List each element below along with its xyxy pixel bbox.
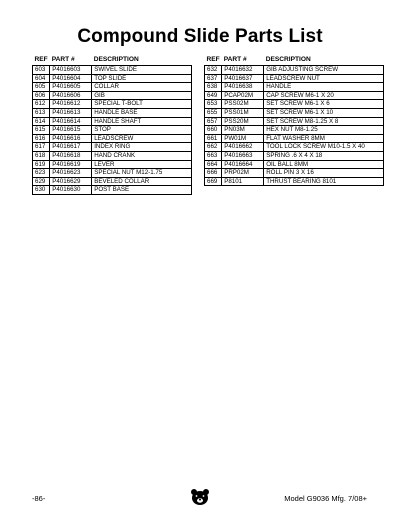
- parts-table-left: [32, 54, 192, 195]
- cell-part-number: PCAP02M: [222, 91, 264, 100]
- header-description: DESCRIPTION: [265, 55, 311, 63]
- cell-part-number: P4016603: [50, 66, 92, 75]
- model-info: Model G9036 Mfg. 7/08+: [284, 494, 367, 503]
- cell-part-number: PN03M: [222, 126, 264, 135]
- page-number: -86-: [32, 494, 46, 503]
- table-header-row: [205, 54, 384, 66]
- cell-description: HANDLE BASE: [92, 108, 192, 117]
- cell-description: LEVER: [92, 160, 192, 169]
- table-row: [205, 134, 384, 143]
- header-part: PART #: [223, 55, 247, 63]
- cell-part-number: P4016663: [222, 151, 264, 160]
- cell-ref: 653: [205, 100, 222, 109]
- cell-description: LEADSCREW: [92, 134, 192, 143]
- table-row: [33, 169, 192, 178]
- table-row: [205, 117, 384, 126]
- header-ref: REF: [34, 55, 48, 63]
- cell-part-number: P4016623: [50, 169, 92, 178]
- table-row: [33, 177, 192, 186]
- cell-part-number: P8101: [222, 177, 264, 186]
- cell-ref: 605: [33, 83, 50, 92]
- cell-description: HANDLE SHAFT: [92, 117, 192, 126]
- cell-description: BEVELED COLLAR: [92, 177, 192, 186]
- cell-description: LEADSCREW NUT: [264, 74, 384, 83]
- cell-part-number: P4016606: [50, 91, 92, 100]
- cell-ref: 660: [205, 126, 222, 135]
- cell-ref: 604: [33, 74, 50, 83]
- cell-ref: 649: [205, 91, 222, 100]
- table-row: [205, 66, 384, 75]
- cell-description: POST BASE: [92, 186, 192, 195]
- cell-ref: 614: [33, 117, 50, 126]
- cell-description: OIL BALL 8MM: [264, 160, 384, 169]
- table-row: [33, 108, 192, 117]
- cell-ref: 637: [205, 74, 222, 83]
- cell-part-number: P4016630: [50, 186, 92, 195]
- table-row: [205, 108, 384, 117]
- cell-part-number: P4016637: [222, 74, 264, 83]
- table-row: [33, 74, 192, 83]
- header-ref: REF: [206, 55, 220, 63]
- cell-part-number: P4016629: [50, 177, 92, 186]
- page-title: Compound Slide Parts List: [77, 26, 323, 47]
- table-row: [205, 151, 384, 160]
- table-header-row: [33, 54, 192, 66]
- cell-description: TOOL LOCK SCREW M10-1.5 X 40: [264, 143, 384, 152]
- cell-ref: 619: [33, 160, 50, 169]
- cell-part-number: P4016613: [50, 108, 92, 117]
- cell-part-number: P4016662: [222, 143, 264, 152]
- cell-ref: 606: [33, 91, 50, 100]
- cell-part-number: PSS02M: [222, 100, 264, 109]
- cell-part-number: P4016616: [50, 134, 92, 143]
- cell-description: GIB: [92, 91, 192, 100]
- cell-part-number: P4016605: [50, 83, 92, 92]
- cell-ref: 623: [33, 169, 50, 178]
- table-row: [205, 100, 384, 109]
- table-row: [205, 169, 384, 178]
- cell-part-number: PSS01M: [222, 108, 264, 117]
- table-row: [205, 177, 384, 186]
- table-row: [33, 143, 192, 152]
- cell-description: SPECIAL T-BOLT: [92, 100, 192, 109]
- cell-ref: 655: [205, 108, 222, 117]
- table-row: [205, 160, 384, 169]
- table-row: [205, 83, 384, 92]
- cell-ref: 617: [33, 143, 50, 152]
- table-row: [33, 186, 192, 195]
- table-row: [33, 117, 192, 126]
- cell-part-number: P4016619: [50, 160, 92, 169]
- cell-description: ROLL PIN 3 X 16: [264, 169, 384, 178]
- cell-description: HAND CRANK: [92, 151, 192, 160]
- cell-description: SPECIAL NUT M12-1.75: [92, 169, 192, 178]
- cell-ref: 638: [205, 83, 222, 92]
- cell-description: STOP: [92, 126, 192, 135]
- table-row: [33, 134, 192, 143]
- table-row: [205, 126, 384, 135]
- parts-table-right: [204, 54, 384, 186]
- cell-ref: 618: [33, 151, 50, 160]
- cell-ref: 666: [205, 169, 222, 178]
- cell-description: SET SCREW M6-1 X 6: [264, 100, 384, 109]
- cell-ref: 603: [33, 66, 50, 75]
- cell-ref: 612: [33, 100, 50, 109]
- cell-part-number: P4016632: [222, 66, 264, 75]
- cell-ref: 661: [205, 134, 222, 143]
- cell-part-number: PW01M: [222, 134, 264, 143]
- table-row: [33, 66, 192, 75]
- cell-part-number: P4016618: [50, 151, 92, 160]
- cell-part-number: PSS20M: [222, 117, 264, 126]
- cell-ref: 616: [33, 134, 50, 143]
- cell-part-number: P4016614: [50, 117, 92, 126]
- cell-part-number: P4016615: [50, 126, 92, 135]
- table-row: [205, 91, 384, 100]
- cell-ref: 663: [205, 151, 222, 160]
- header-part: PART #: [51, 55, 75, 63]
- grizzly-bear-logo-icon: [190, 488, 210, 506]
- table-row: [33, 100, 192, 109]
- cell-description: INDEX RING: [92, 143, 192, 152]
- cell-part-number: P4016612: [50, 100, 92, 109]
- cell-ref: 630: [33, 186, 50, 195]
- cell-ref: 662: [205, 143, 222, 152]
- table-row: [33, 160, 192, 169]
- cell-description: TOP SLIDE: [92, 74, 192, 83]
- header-description: DESCRIPTION: [93, 55, 139, 63]
- cell-description: HANDLE: [264, 83, 384, 92]
- cell-description: SET SCREW M6-1 X 10: [264, 108, 384, 117]
- cell-description: GIB ADJUSTING SCREW: [264, 66, 384, 75]
- cell-description: SWIVEL SLIDE: [92, 66, 192, 75]
- table-row: [33, 83, 192, 92]
- cell-part-number: PRP02M: [222, 169, 264, 178]
- cell-description: HEX NUT M8-1.25: [264, 126, 384, 135]
- cell-ref: 632: [205, 66, 222, 75]
- cell-description: FLAT WASHER 8MM: [264, 134, 384, 143]
- cell-description: SPRING .6 X 4 X 18: [264, 151, 384, 160]
- cell-ref: 657: [205, 117, 222, 126]
- cell-description: COLLAR: [92, 83, 192, 92]
- cell-part-number: P4016638: [222, 83, 264, 92]
- cell-description: THRUST BEARING 8101: [264, 177, 384, 186]
- table-row: [33, 91, 192, 100]
- cell-part-number: P4016617: [50, 143, 92, 152]
- cell-ref: 664: [205, 160, 222, 169]
- cell-ref: 669: [205, 177, 222, 186]
- cell-description: SET SCREW M8-1.25 X 8: [264, 117, 384, 126]
- table-row: [33, 126, 192, 135]
- table-row: [205, 74, 384, 83]
- cell-description: CAP SCREW M6-1 X 20: [264, 91, 384, 100]
- cell-ref: 629: [33, 177, 50, 186]
- cell-part-number: P4016664: [222, 160, 264, 169]
- cell-ref: 613: [33, 108, 50, 117]
- table-row: [205, 143, 384, 152]
- cell-ref: 615: [33, 126, 50, 135]
- table-row: [33, 151, 192, 160]
- cell-part-number: P4016604: [50, 74, 92, 83]
